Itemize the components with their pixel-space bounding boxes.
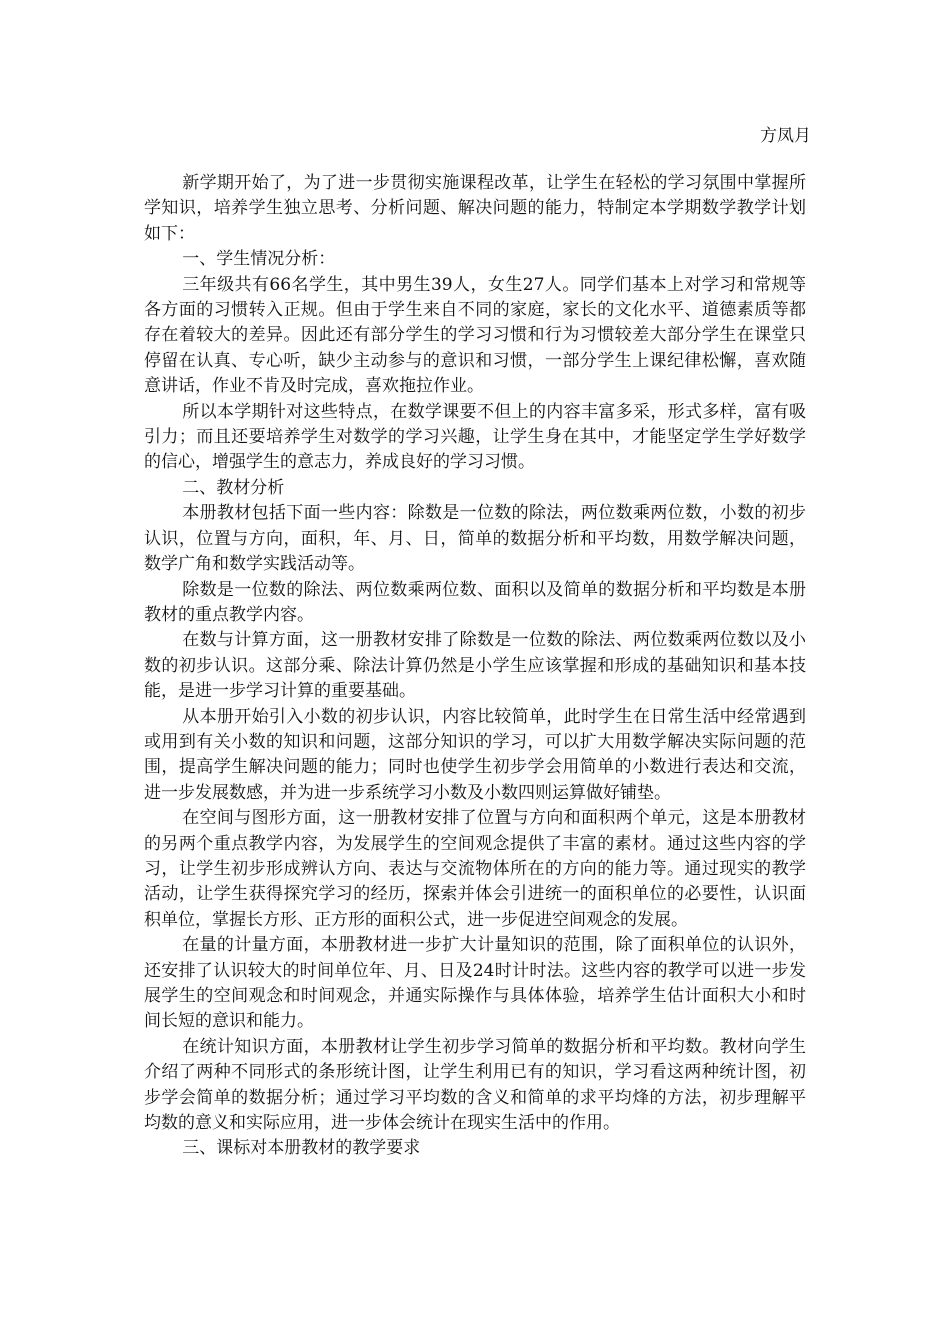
section-heading-student-analysis: 一、学生情况分析： bbox=[182, 249, 336, 270]
paragraph-textbook-contents: 本册教材包括下面一些内容：除数是一位数的除法，两位数乘两位数，小数的初步认识，位置与方向，面积，年、月、日，简单的数据分析和平均数，用数学解决问题，数学广角和数学实践活动等。 bbox=[144, 503, 806, 575]
author-name: 方凤月 bbox=[760, 126, 811, 146]
paragraph-teaching-focus: 所以本学期针对这些特点，在数学课要不但上的内容丰富多采，形式多样，富有吸引力；而且还要培养学生对数学的学习兴趣，让学生身在其中，才能坚定学生学好数学的信心，增强学生的意志力，养成良好的学习习惯。 bbox=[144, 401, 806, 473]
paragraph-space-shape: 在空间与图形方面，这一册教材安排了位置与方向和面积两个单元，这是本册教材的另两个重点教学内容，为发展学生的空间观念提供了丰富的素材。通过这些内容的学习，让学生初步形成辨认方向、表达与交流物体所在的方向的能力等。通过现实的教学活动，让学生获得探究学习的经历，探索并体会引进统一的面积单位的必要性，认识面积单位，掌握长方形、正方形的面积公式，进一步促进空间观念的发展。 bbox=[144, 808, 806, 930]
section-heading-textbook-analysis: 二、教材分析 bbox=[182, 477, 285, 498]
paragraph-decimals: 从本册开始引入小数的初步认识，内容比较简单，此时学生在日常生活中经常遇到或用到有关小数的知识和问题，这部分知识的学习，可以扩大用数学解决实际问题的范围，提高学生解决问题的能力；同时也使学生初步学会用简单的小数进行表达和交流，进一步发展数感，并为进一步系统学习小数及小数四则运算做好铺垫。 bbox=[144, 706, 806, 803]
paragraph-number-calculation: 在数与计算方面，这一册教材安排了除数是一位数的除法、两位数乘两位数以及小数的初步认识。这部分乘、除法计算仍然是小学生应该掌握和形成的基础知识和基本技能，是进一步学习计算的重要基础。 bbox=[144, 630, 806, 702]
intro-paragraph: 新学期开始了，为了进一步贯彻实施课程改革，让学生在轻松的学习氛围中掌握所学知识，培养学生独立思考、分析问题、解决问题的能力，特制定本学期数学教学计划如下： bbox=[144, 173, 806, 244]
document-body bbox=[144, 171, 806, 1162]
paragraph-student-situation: 三年级共有66名学生，其中男生39人，女生27人。同学们基本上对学习和常规等各方面的习惯转入正规。但由于学生来自不同的家庭，家长的文化水平、道德素质等都存在着较大的差异。因此还有部分学生的学习习惯和行为习惯较差大部分学生在课堂只停留在认真、专心听，缺少主动参与的意识和习惯，一部分学生上课纪律松懈，喜欢随意讲话，作业不肯及时完成，喜欢拖拉作业。 bbox=[144, 274, 806, 397]
section-heading-curriculum-requirements: 三、课标对本册教材的教学要求 bbox=[182, 1138, 421, 1159]
paragraph-statistics: 在统计知识方面，本册教材让学生初步学习简单的数据分析和平均数。教材向学生介绍了两种不同形式的条形统计图，让学生利用已有的知识，学习看这两种统计图，初步学会简单的数据分析；通过学习平均数的含义和简单的求平均烽的方法，初步理解平均数的意义和实际应用，进一步体会统计在现实生活中的作用。 bbox=[144, 1036, 806, 1134]
paragraph-measurement: 在量的计量方面，本册教材进一步扩大计量知识的范围，除了面积单位的认识外，还安排了认识较大的时间单位年、月、日及24时计时法。这些内容的教学可以进一步发展学生的空间观念和时间观念，并通实际操作与具体体验，培养学生估计面积大小和时间长短的意识和能力。 bbox=[144, 935, 806, 1032]
paragraph-key-content: 除数是一位数的除法、两位数乘两位数、面积以及简单的数据分析和平均数是本册教材的重点教学内容。 bbox=[144, 579, 806, 625]
